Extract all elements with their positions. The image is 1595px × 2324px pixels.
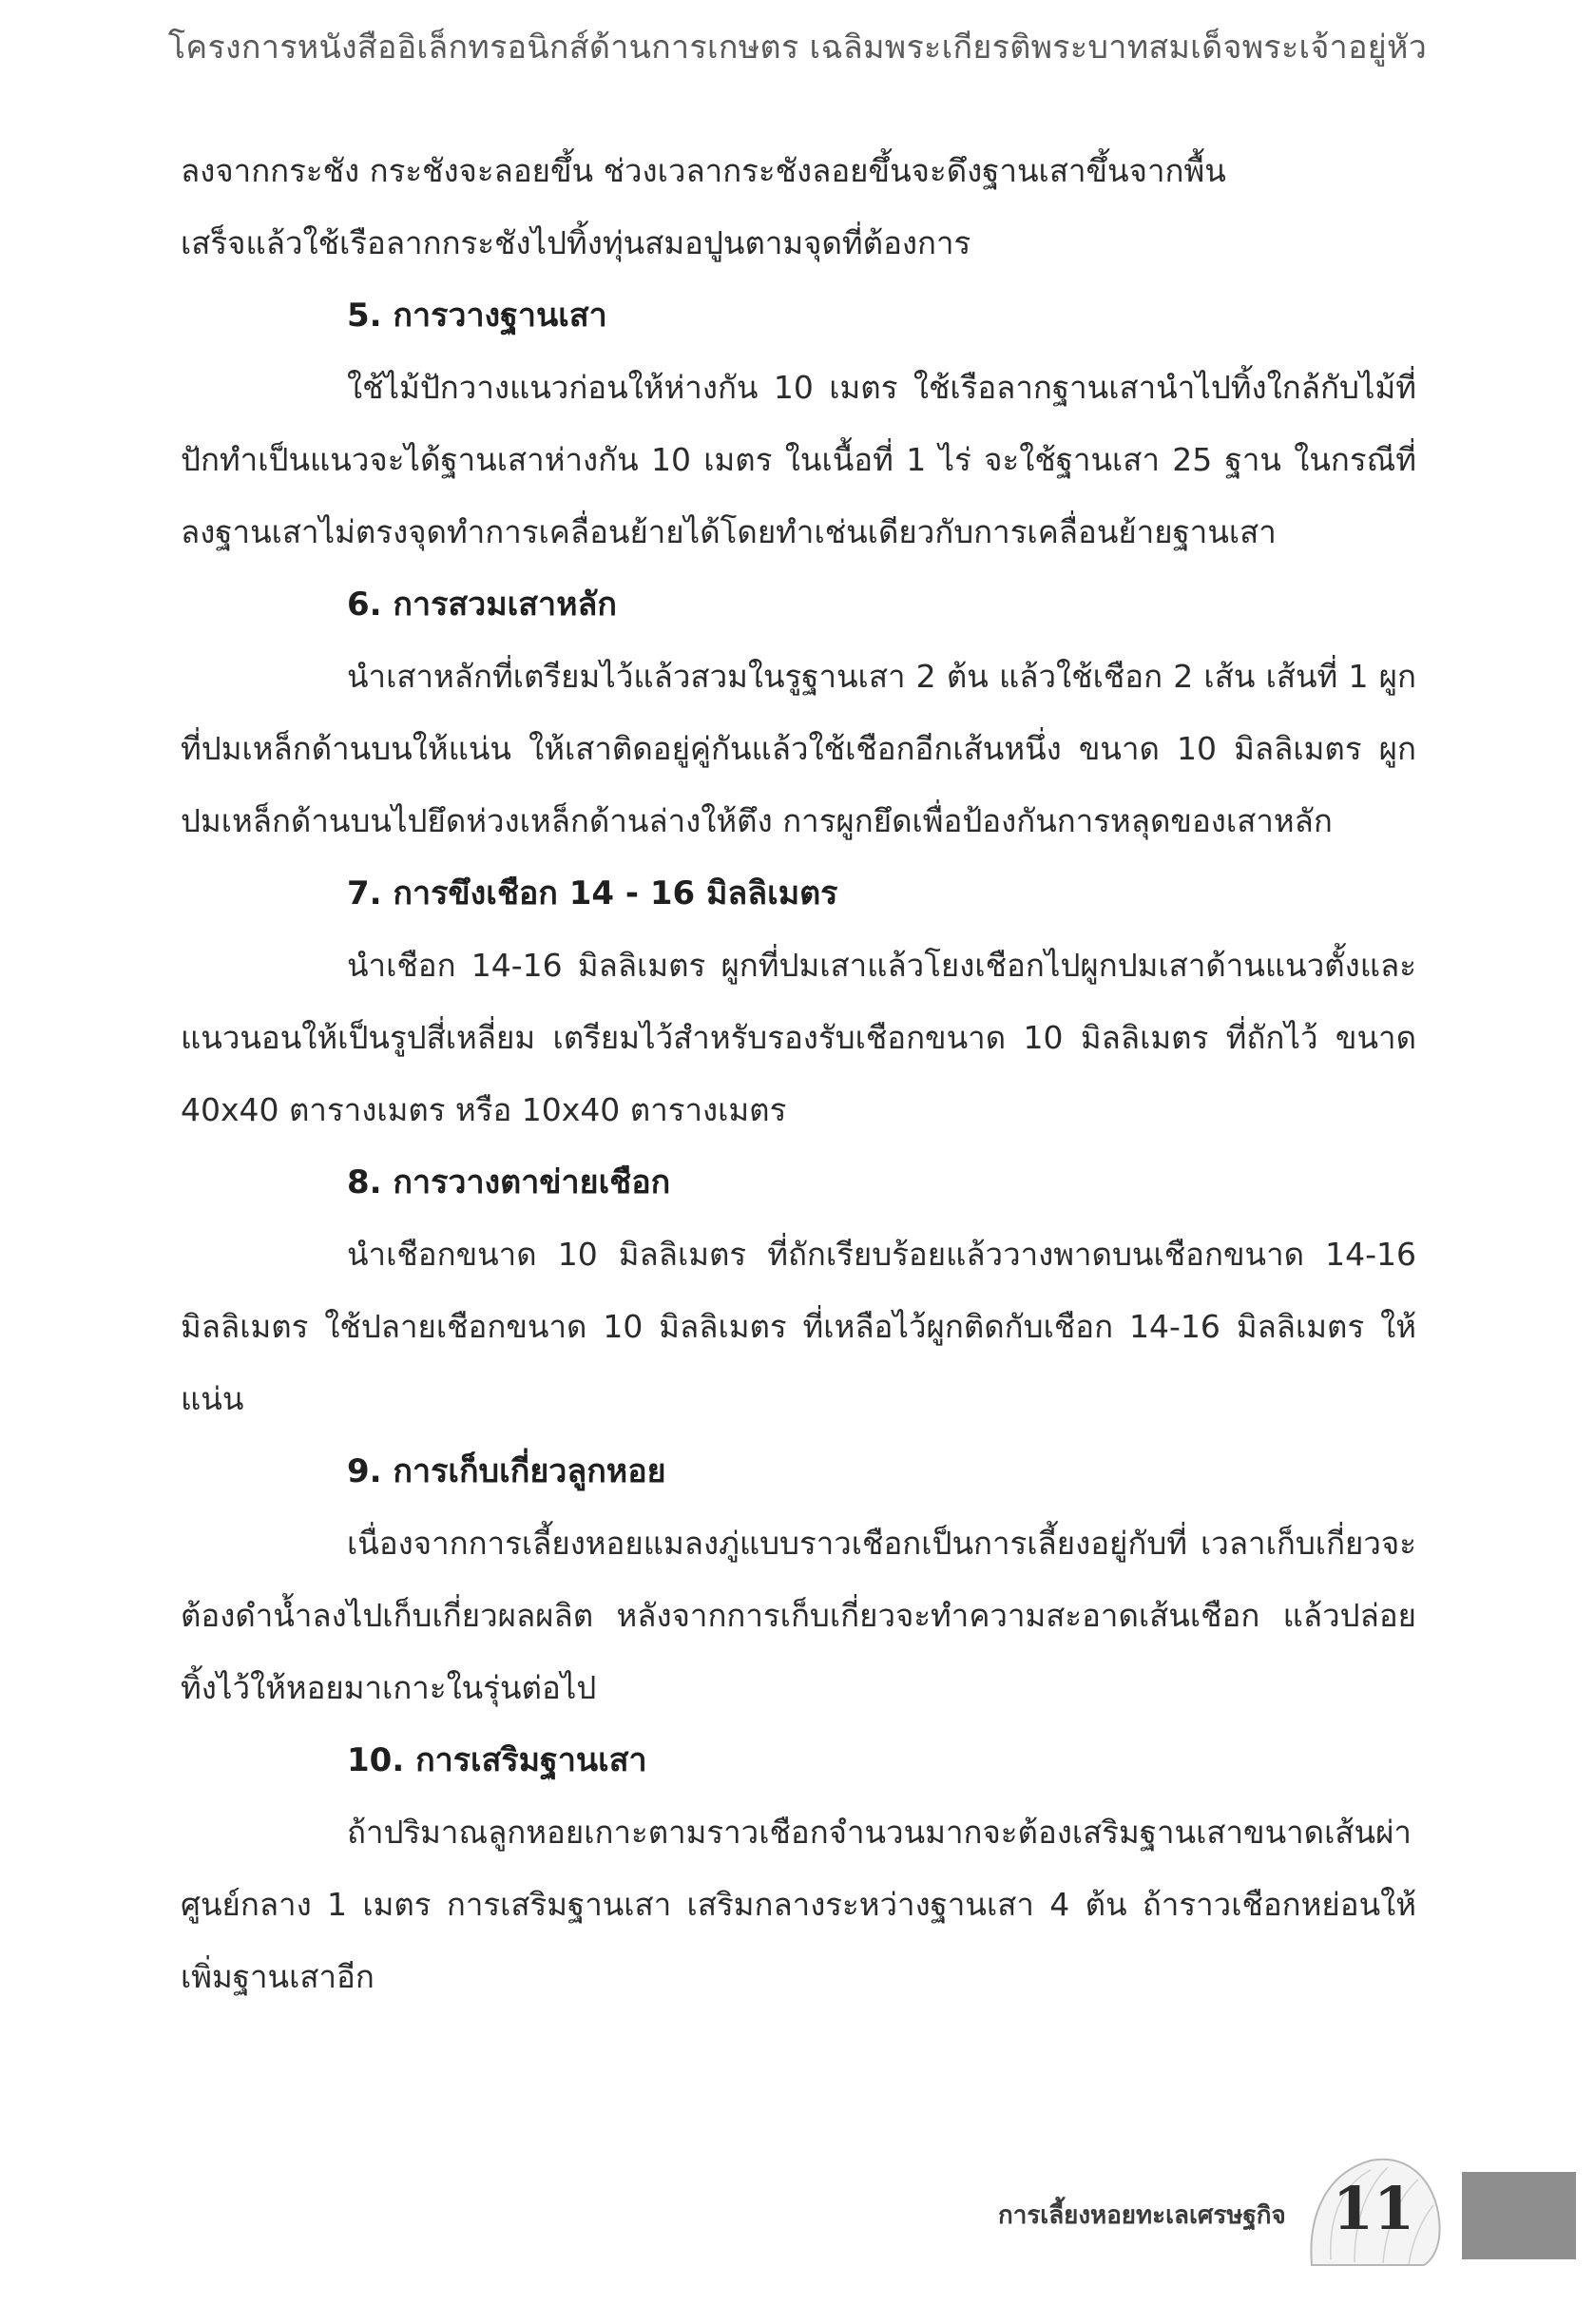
- section-paragraph: ใช้ไม้ปักวางแนวก่อนให้ห่างกัน 10 เมตร ใช้เรือลากฐานเสานำไปทิ้งใกล้กับไม้ที่ปักทำเป็นแนวจะได้ฐานเสาห่างกัน 10 เมตร ในเนื้อที่ 1 ไร่ จะใช้ฐานเสา 25 ฐาน ในกรณีที่ลงฐานเสาไม่ตรงจุดทำการเคลื่อนย้ายได้โดยทำเช่นเดียวกับการเคลื่อนย้ายฐานเสา: [181, 369, 1416, 550]
- section-heading: 8. การวางตาข่ายเชือก: [347, 1163, 671, 1201]
- section-paragraph: นำเสาหลักที่เตรียมไว้แล้วสวมในรูฐานเสา 2 ต้น แล้วใช้เชือก 2 เส้น เส้นที่ 1 ผูกที่ปมเหล็กด้านบนให้แน่น ให้เสาติดอยู่คู่กันแล้วใช้เชือกอีกเส้นหนึ่ง ขนาด 10 มิลลิเมตร ผูกปมเหล็กด้านบนไปยึดห่วงเหล็กด้านล่างให้ตึง การผูกยึดเพื่อป้องกันการหลุดของเสาหลัก: [181, 658, 1416, 839]
- running-header: โครงการหนังสืออิเล็กทรอนิกส์ด้านการเกษตร เฉลิมพระเกียรติพระบาทสมเด็จพระเจ้าอยู่หัว: [167, 29, 1428, 67]
- section: [181, 568, 1416, 857]
- section-paragraph: ถ้าปริมาณลูกหอยเกาะตามราวเชือกจำนวนมากจะต้องเสริมฐานเสาขนาดเส้นผ่าศูนย์กลาง 1 เมตร การเสริมฐานเสา เสริมกลางระหว่างฐานเสา 4 ต้น ถ้าราวเชือกหย่อนให้เพิ่มฐานเสาอีก: [181, 1814, 1416, 1995]
- section: [181, 279, 1416, 568]
- intro-line: เสร็จแล้วใช้เรือลากกระชังไปทิ้งทุ่นสมอปูนตามจุดที่ต้องการ: [181, 224, 971, 261]
- section: [181, 1724, 1416, 2013]
- section-heading: 7. การขึงเชือก 14 - 16 มิลลิเมตร: [347, 874, 838, 912]
- page-footer: [0, 2153, 1595, 2276]
- section-heading: 5. การวางฐานเสา: [347, 297, 607, 335]
- section: [181, 1146, 1416, 1435]
- section: [181, 1435, 1416, 1724]
- section-paragraph: นำเชือก 14-16 มิลลิเมตร ผูกที่ปมเสาแล้วโยงเชือกไปผูกปมเสาด้านแนวตั้งและแนวนอนให้เป็นรูปสี่เหลี่ยม เตรียมไว้สำหรับรองรับเชือกขนาด 10 มิลลิเมตร ที่ถักไว้ ขนาด 40x40 ตารางเมตร หรือ 10x40 ตารางเมตร: [181, 947, 1416, 1128]
- footer-book-title: การเลี้ยงหอยทะเลเศรษฐกิจ: [998, 2201, 1286, 2230]
- intro-paragraph: [181, 135, 1416, 279]
- page-number: 11: [1332, 2174, 1415, 2243]
- page-body: [181, 135, 1416, 2013]
- section-heading: 10. การเสริมฐานเสา: [347, 1741, 647, 1779]
- section-heading: 6. การสวมเสาหลัก: [347, 586, 617, 624]
- section-paragraph: เนื่องจากการเลี้ยงหอยแมลงภู่แบบราวเชือกเป็นการเลี้ยงอยู่กับที่ เวลาเก็บเกี่ยวจะต้องดำน้ำลงไปเก็บเกี่ยวผลผลิต หลังจากการเก็บเกี่ยวจะทำความสะอาดเส้นเชือก แล้วปล่อยทิ้งไว้ให้หอยมาเกาะในรุ่นต่อไป: [181, 1525, 1416, 1706]
- section-heading: 9. การเก็บเกี่ยวลูกหอย: [347, 1452, 666, 1490]
- section: [181, 857, 1416, 1146]
- page-edge-tab: [1462, 2172, 1576, 2259]
- section-paragraph: นำเชือกขนาด 10 มิลลิเมตร ที่ถักเรียบร้อยแล้ววางพาดบนเชือกขนาด 14-16 มิลลิเมตร ใช้ปลายเชือกขนาด 10 มิลลิเมตร ที่เหลือไว้ผูกติดกับเชือก 14-16 มิลลิเมตร ให้แน่น: [181, 1236, 1416, 1417]
- intro-line: ลงจากกระชัง กระชังจะลอยขึ้น ช่วงเวลากระชังลอยขึ้นจะดึงฐานเสาขึ้นจากพื้น: [181, 152, 1226, 189]
